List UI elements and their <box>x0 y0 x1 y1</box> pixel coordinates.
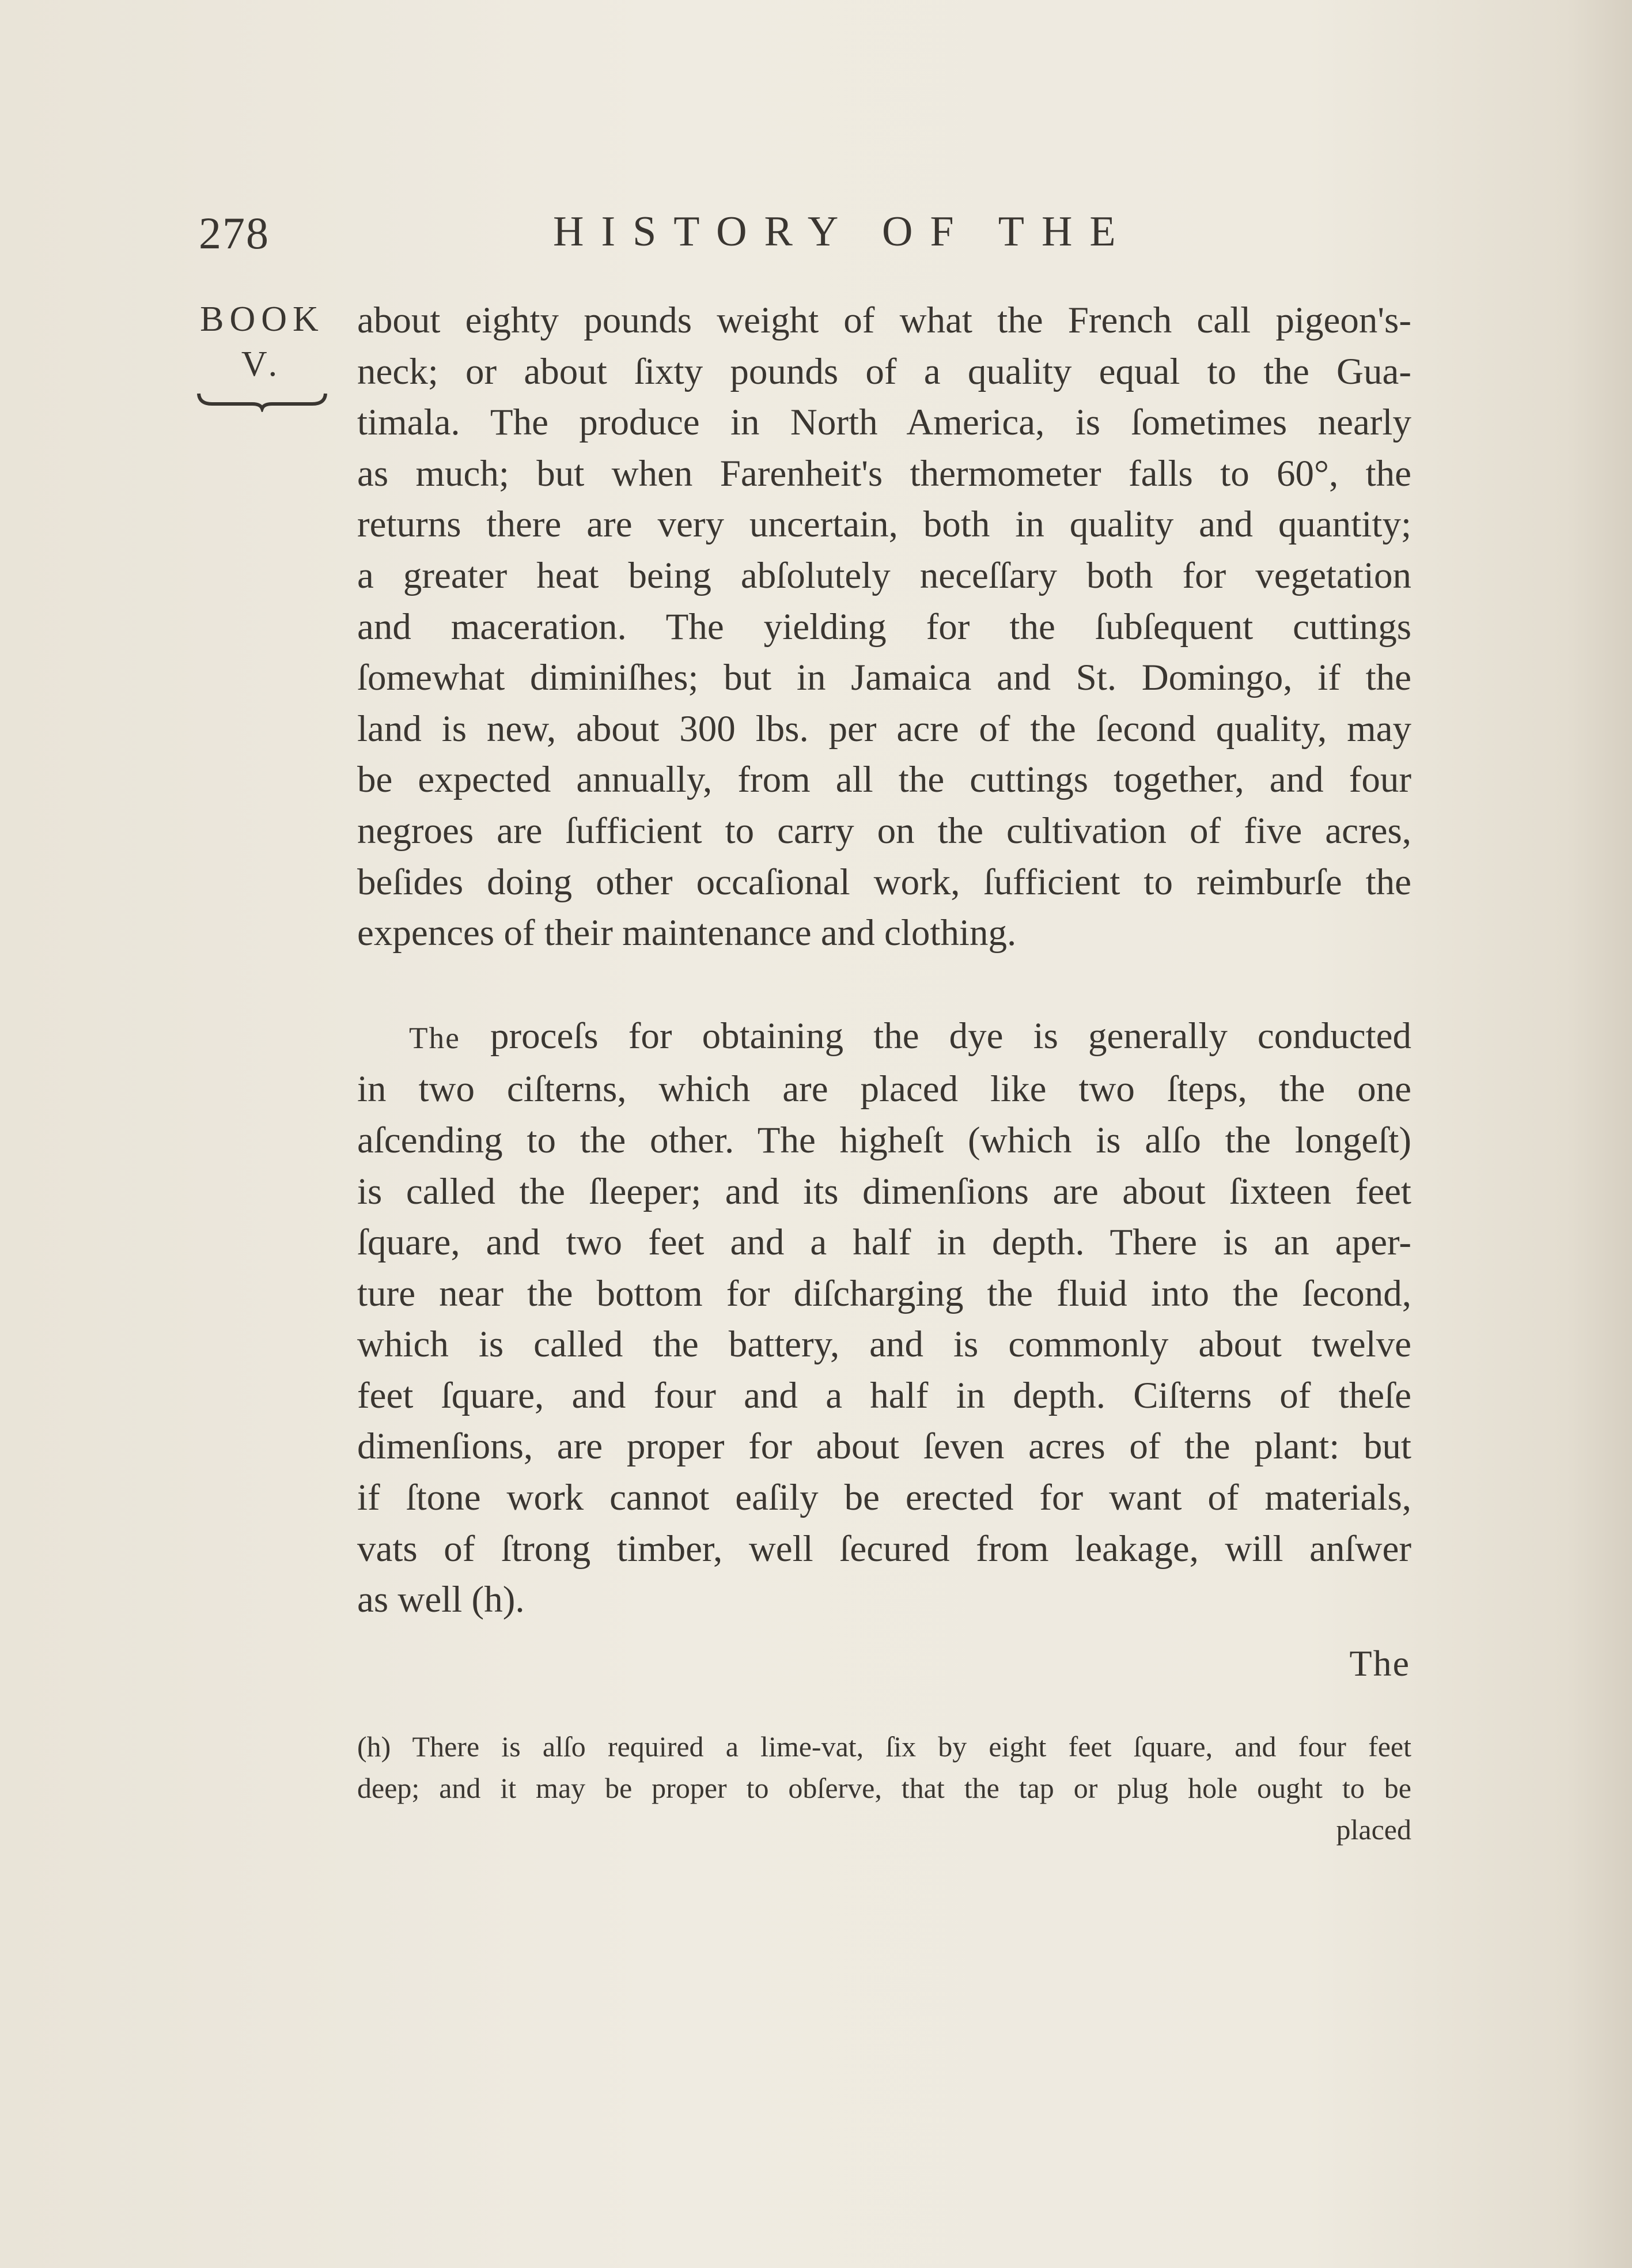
text-line: and maceration. The yielding for the ſubſequent cuttings <box>357 606 1411 648</box>
text-line: as much; but when Farenheit's thermometer falls to 60°, the <box>357 452 1411 494</box>
paragraph-2 <box>357 1011 1411 1626</box>
paragraph-spacer <box>357 959 1411 1011</box>
footnote-line: deep; and it may be proper to obſerve, that the tap or plug hole ought to be <box>357 1772 1411 1804</box>
footnote-line: (h) There is alſo required a lime-vat, ſix by eight feet ſquare, and four feet <box>357 1730 1411 1763</box>
paragraph-lead-word: The <box>409 1020 460 1055</box>
text-line: is called the ſleeper; and its dimenſions are about ſixteen feet <box>357 1170 1411 1212</box>
text-line: expences of their maintenance and clothing. <box>357 912 1017 954</box>
text-line: neck; or about ſixty pounds of a quality equal to the Gua- <box>357 350 1411 392</box>
footnote-line: placed <box>1336 1813 1411 1846</box>
text-line: ſomewhat diminiſhes; but in Jamaica and St. Domingo, if the <box>357 657 1411 699</box>
paragraph-1 <box>357 295 1411 959</box>
text-line <box>357 1011 1411 1064</box>
text-line: a greater heat being abſolutely neceſſary both for vegetation <box>357 554 1411 596</box>
text-line: be expected annually, from all the cuttings together, and four <box>357 759 1411 801</box>
brace-ornament <box>196 389 328 412</box>
page-number: 278 <box>199 208 270 258</box>
margin-book-number: V. <box>241 345 283 384</box>
text-line: returns there are very uncertain, both in quality and quantity; <box>357 504 1411 546</box>
margin-book-label: BOOK <box>200 300 324 339</box>
text-line: feet ſquare, and four and a half in depth. Ciſterns of theſe <box>357 1374 1411 1416</box>
text-line: negroes are ſufficient to carry on the cultivation of five acres, <box>357 810 1411 852</box>
catchword: The <box>1349 1643 1410 1684</box>
text-line: vats of ſtrong timber, well ſecured from leakage, will anſwer <box>357 1528 1411 1570</box>
text-line: about eighty pounds weight of what the French call pigeon's- <box>357 300 1411 341</box>
page-header <box>0 207 1632 271</box>
text-line: timala. The produce in North America, is ſometimes nearly <box>357 402 1411 444</box>
text-line: ſquare, and two feet and a half in depth. There is an aper- <box>357 1222 1411 1264</box>
text-line: as well (h). <box>357 1579 525 1621</box>
text-line: beſides doing other occaſional work, ſufficient to reimburſe the <box>357 861 1411 903</box>
margin-book-note <box>190 297 334 412</box>
text-line: which is called the battery, and is commonly about twelve <box>357 1324 1411 1366</box>
body-text <box>357 295 1411 1626</box>
text-line: land is new, about 300 lbs. per acre of the ſecond quality, may <box>357 708 1411 750</box>
text-line: in two ciſterns, which are placed like two ſteps, the one <box>357 1068 1411 1110</box>
text-line: aſcending to the other. The higheſt (which is alſo the longeſt) <box>357 1119 1411 1161</box>
running-head: HISTORY OF THE <box>553 208 1133 255</box>
text-line: ture near the bottom for diſcharging the fluid into the ſecond, <box>357 1272 1411 1314</box>
footnote <box>357 1726 1411 1850</box>
text-line: if ſtone work cannot eaſily be erected for want of materials, <box>357 1477 1411 1519</box>
text-line-rest: proceſs for obtaining the dye is generally conducted <box>460 1015 1411 1057</box>
text-line: dimenſions, are proper for about ſeven acres of the plant: but <box>357 1426 1411 1468</box>
